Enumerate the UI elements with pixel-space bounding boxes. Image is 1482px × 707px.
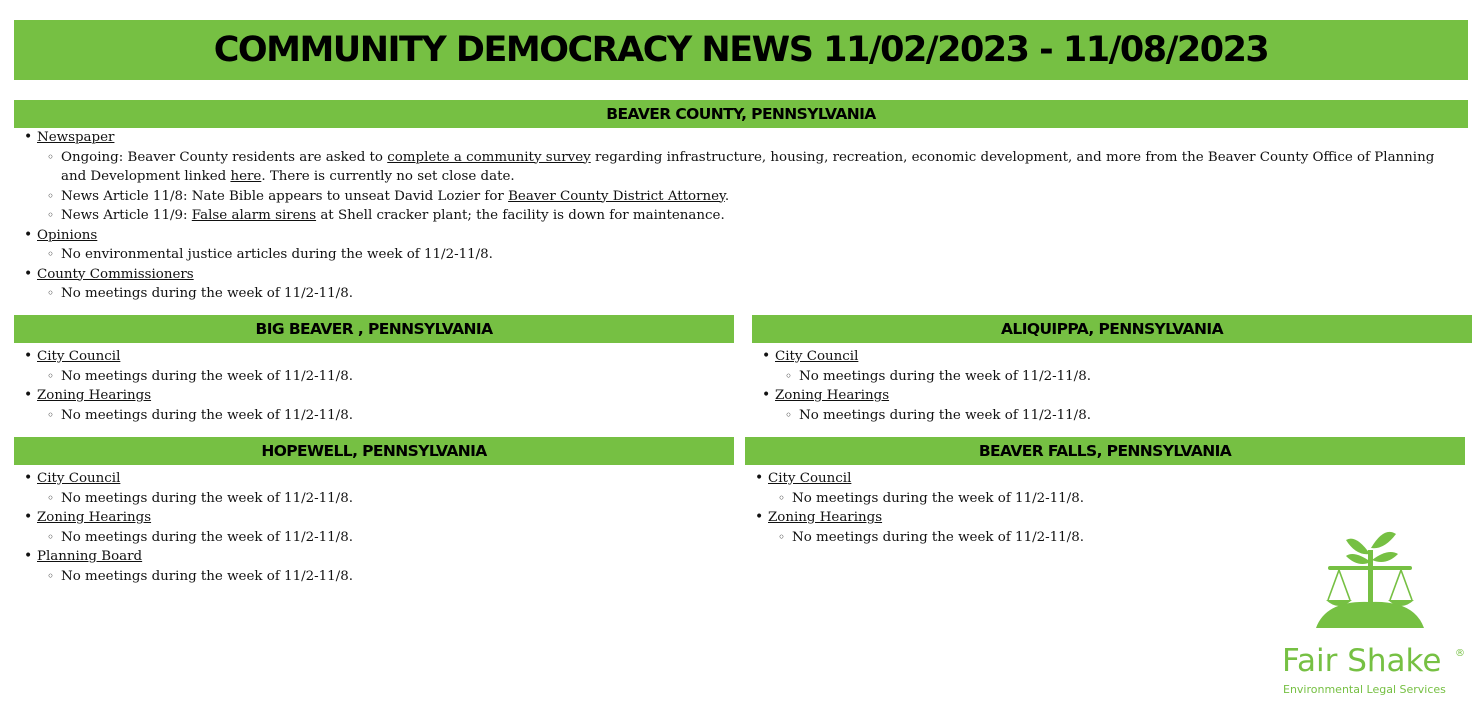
section-heading-aliquippa: ALIQUIPPA, PENNSYLVANIA xyxy=(752,315,1472,343)
section-heading-beaver-falls: BEAVER FALLS, PENNSYLVANIA xyxy=(745,437,1465,465)
list-item xyxy=(14,528,734,548)
zoning-hearings-link[interactable]: Zoning Hearings xyxy=(37,388,152,403)
list-item xyxy=(752,347,1472,367)
false-alarm-sirens-link[interactable]: False alarm sirens xyxy=(191,208,317,223)
list-item xyxy=(745,508,1265,528)
list-item xyxy=(14,367,734,387)
article-text: News Article 11/9: xyxy=(61,208,192,223)
meeting-status: No meetings during the week of 11/2-11/8. xyxy=(792,529,1084,545)
brand-tagline: Environmental Legal Services xyxy=(1283,683,1446,696)
ongoing-text-end: . There is currently no set close date. xyxy=(261,169,515,184)
hopewell-list xyxy=(14,469,734,586)
list-item xyxy=(14,406,734,426)
list-item xyxy=(14,226,1454,246)
meeting-status: No meetings during the week of 11/2-11/8. xyxy=(61,368,353,384)
list-item xyxy=(745,489,1265,509)
list-item xyxy=(752,406,1472,426)
beaver-falls-list xyxy=(745,469,1265,547)
meeting-status: No meetings during the week of 11/2-11/8. xyxy=(61,568,353,584)
commissioners-text: No meetings during the week of 11/2-11/8. xyxy=(61,286,353,301)
article-text-end: . xyxy=(724,188,730,204)
planning-board-link[interactable]: Planning Board xyxy=(37,549,143,564)
city-council-link[interactable]: City Council xyxy=(37,349,121,364)
section-heading-beaver-county: BEAVER COUNTY, PENNSYLVANIA xyxy=(14,100,1468,128)
list-item xyxy=(14,469,734,489)
list-item xyxy=(14,245,1454,265)
meeting-status: No meetings during the week of 11/2-11/8. xyxy=(792,490,1084,506)
list-item xyxy=(14,128,1454,148)
zoning-hearings-link[interactable]: Zoning Hearings xyxy=(37,510,152,525)
list-item xyxy=(14,187,1454,207)
meeting-status: No meetings during the week of 11/2-11/8. xyxy=(799,368,1091,384)
list-item xyxy=(745,528,1265,548)
meeting-status: No meetings during the week of 11/2-11/8. xyxy=(799,407,1091,423)
zoning-hearings-link[interactable]: Zoning Hearings xyxy=(768,510,883,525)
list-item xyxy=(14,284,1454,304)
beaver-county-list xyxy=(14,128,1454,304)
list-item xyxy=(14,567,734,587)
list-item xyxy=(14,206,1454,226)
brand-name: Fair Shake xyxy=(1282,643,1442,679)
list-item xyxy=(14,148,1454,187)
list-item xyxy=(752,367,1472,387)
opinions-link[interactable]: Opinions xyxy=(37,227,98,243)
aliquippa-list xyxy=(752,347,1472,425)
list-item xyxy=(14,489,734,509)
article-text-end: at Shell cracker plant; the facility is down for maintenance. xyxy=(316,208,725,223)
opinions-text: No environmental justice articles during the week of 11/2-11/8. xyxy=(61,247,493,262)
section-heading-hopewell: HOPEWELL, PENNSYLVANIA xyxy=(14,437,734,465)
newspaper-link[interactable]: Newspaper xyxy=(37,130,115,145)
zoning-hearings-link[interactable]: Zoning Hearings xyxy=(775,388,890,403)
section-heading-big-beaver: BIG BEAVER , PENNSYLVANIA xyxy=(14,315,734,343)
list-item xyxy=(14,386,734,406)
city-council-link[interactable]: City Council xyxy=(775,349,859,364)
list-item xyxy=(14,347,734,367)
meeting-status: No meetings during the week of 11/2-11/8. xyxy=(61,490,353,506)
ongoing-text: Ongoing: Beaver County residents are asked to xyxy=(61,149,388,165)
city-council-link[interactable]: City Council xyxy=(768,471,852,486)
meeting-status: No meetings during the week of 11/2-11/8. xyxy=(61,529,353,545)
big-beaver-list xyxy=(14,347,734,425)
community-survey-link[interactable]: complete a community survey xyxy=(387,149,591,165)
article-text: News Article 11/8: Nate Bible appears to unseat David Lozier for xyxy=(61,188,509,204)
district-attorney-link[interactable]: Beaver County District Attorney xyxy=(508,188,725,204)
county-commissioners-link[interactable]: County Commissioners xyxy=(37,266,194,282)
list-item xyxy=(745,469,1265,489)
list-item xyxy=(752,386,1472,406)
registered-mark: ® xyxy=(1455,648,1465,659)
page-title: COMMUNITY DEMOCRACY NEWS 11/02/2023 - 11/08/2023 xyxy=(14,20,1468,80)
list-item xyxy=(14,547,734,567)
ongoing-text-mid: regarding infrastructure, housing, recreation, economic development, and more from the Beaver County Office of Planning and Development linked xyxy=(61,149,1435,184)
list-item xyxy=(14,508,734,528)
meeting-status: No meetings during the week of 11/2-11/8. xyxy=(61,407,353,423)
list-item xyxy=(14,265,1454,285)
here-link[interactable]: here xyxy=(230,169,262,184)
city-council-link[interactable]: City Council xyxy=(37,471,121,486)
